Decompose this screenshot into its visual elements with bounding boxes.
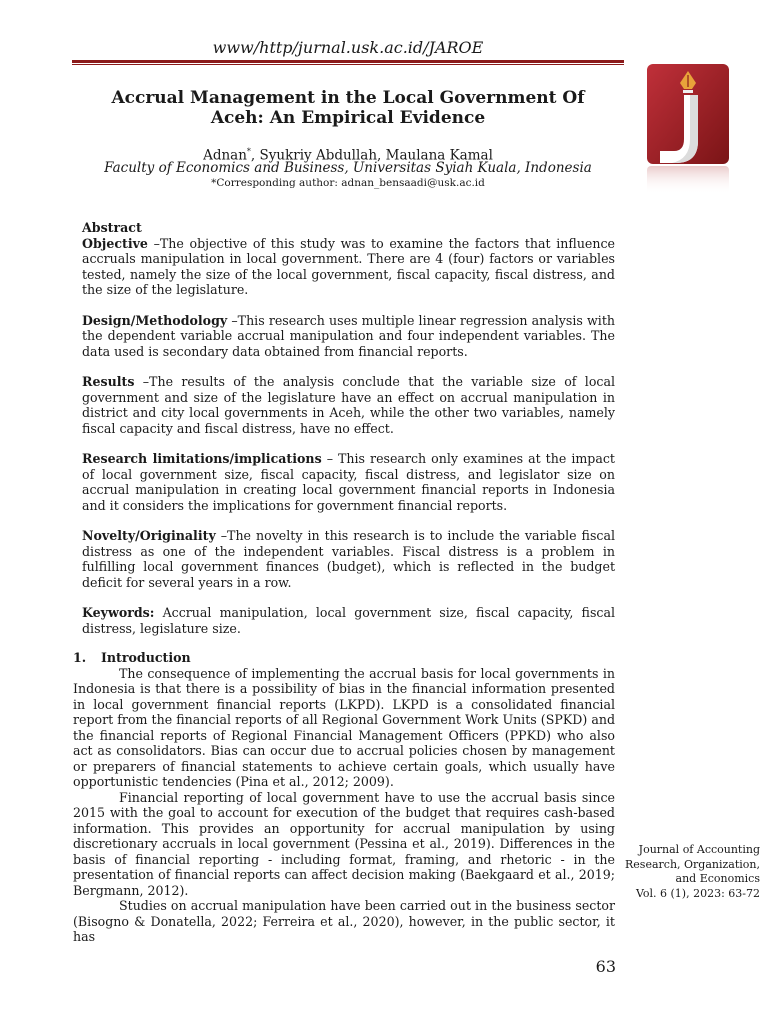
limitations-label: Research limitations/implications	[82, 451, 322, 466]
introduction-section	[73, 650, 615, 945]
novelty-label: Novelty/Originality	[82, 528, 216, 543]
first-author: Adnan	[203, 147, 247, 164]
intro-paragraph-1: The consequence of implementing the accrual basis for local governments in Indonesia is that there is a possibility of bias in the financial information presented in local government financial reports (LKPD). LKPD is a consolidated financial report from the financial reports of all Regional Government Work Units (SPKD) and the financial reports of Regional Financial Management Officers (PPKD) who also act as consolidators. Bias can occur due to accrual policies chosen by management or preparers of financial statements to achieve certain goals, which usually have opportunistic tendencies (Pina et al., 2012; 2009).	[73, 665, 615, 789]
results-label: Results	[82, 374, 135, 389]
section-title: Introduction	[101, 650, 191, 665]
sidebar-line-1: Journal of Accounting	[638, 843, 760, 856]
keywords-label: Keywords:	[82, 605, 155, 620]
intro-paragraph-2: Financial reporting of local government have to use the accrual basis since 2015 with the goal to account for execution of the budget that requires cash-based information. This provides an opportunity for accrual manipulation by using discretionary accruals in local government (Pessina et al., 2019). Differences in the basis of financial reporting - including format, framing, and rhetoric - in the presentation of financial reports can affect decision making (Baekgaard et al., 2019; Bergmann, 2012).	[73, 789, 615, 898]
design-text: –This research uses multiple linear regression analysis with the dependent variable accrual manipulation and four independent variables. The data used is secondary data obtained from financial reports.	[82, 312, 615, 359]
sidebar-line-4: Vol. 6 (1), 2023: 63-72	[635, 886, 760, 900]
abstract-keywords	[82, 605, 615, 636]
corresponding-mark: *	[246, 147, 251, 156]
objective-text: –The objective of this study was to examine the factors that influence accruals manipulation in local government. There are 4 (four) factors or variables tested, namely the size of the local government, fiscal capacity, fiscal distress, and the size of the legislature.	[82, 235, 615, 297]
page-number: 63	[595, 957, 616, 976]
intro-paragraph-3: Studies on accrual manipulation have been carried out in the business sector (Bisogno & Donatella, 2022; Ferreira et al., 2020), however, in the public sector, it has	[73, 898, 615, 944]
other-authors: , Syukriy Abdullah, Maulana Kamal	[250, 147, 493, 164]
corresponding-author: *Corresponding author: adnan_bensaadi@usk.ac.id	[211, 177, 485, 189]
title-line-1: Accrual Management in the Local Government Of	[111, 88, 585, 108]
abstract-section	[82, 220, 615, 651]
header-rule-thin	[72, 64, 624, 65]
limitations-text: – This research only examines at the impact of local government size, fiscal capacity, fiscal distress, and legislator size on accrual manipulation in creating local government financial reports in Indonesia and it considers the implications for government financial reports.	[82, 451, 615, 513]
abstract-design	[82, 313, 615, 360]
affiliation: Faculty of Economics and Business, Universitas Syiah Kuala, Indonesia	[104, 160, 592, 176]
header-rule	[72, 60, 624, 63]
sidebar-line-2: Research, Organization,	[625, 857, 760, 871]
section-heading	[73, 650, 615, 666]
journal-sidebar	[620, 843, 760, 901]
abstract-objective	[82, 236, 615, 298]
novelty-text: –The novelty in this research is to include the variable fiscal distress as one of the independent variables. Fiscal distress is a problem in fulfilling local government finances (budget), which is reflected in the budget deficit for several years in a row.	[82, 528, 615, 590]
title-line-2: Aceh: An Empirical Evidence	[210, 108, 486, 128]
abstract-results	[82, 374, 615, 436]
abstract-novelty	[82, 528, 615, 590]
paper-title	[80, 88, 616, 128]
journal-logo	[646, 63, 730, 195]
objective-label: Objective	[82, 235, 148, 251]
design-label: Design/Methodology	[82, 312, 228, 328]
journal-url[interactable]: www/http/jurnal.usk.ac.id/JAROE	[212, 38, 484, 57]
abstract-heading: Abstract	[82, 220, 142, 235]
jaroe-logo-icon	[646, 63, 730, 195]
sidebar-line-3: and Economics	[675, 872, 760, 885]
section-number: 1.	[73, 650, 87, 665]
abstract-limitations	[82, 451, 615, 513]
results-text: –The results of the analysis conclude that the variable size of local government and size of the legislature have an effect on accrual manipulation in district and city local governments in Aceh, while the other two variables, namely fiscal capacity and fiscal distress, have no effect.	[82, 374, 615, 436]
keywords-text: Accrual manipulation, local government size, fiscal capacity, fiscal distress, legislature size.	[82, 605, 615, 636]
